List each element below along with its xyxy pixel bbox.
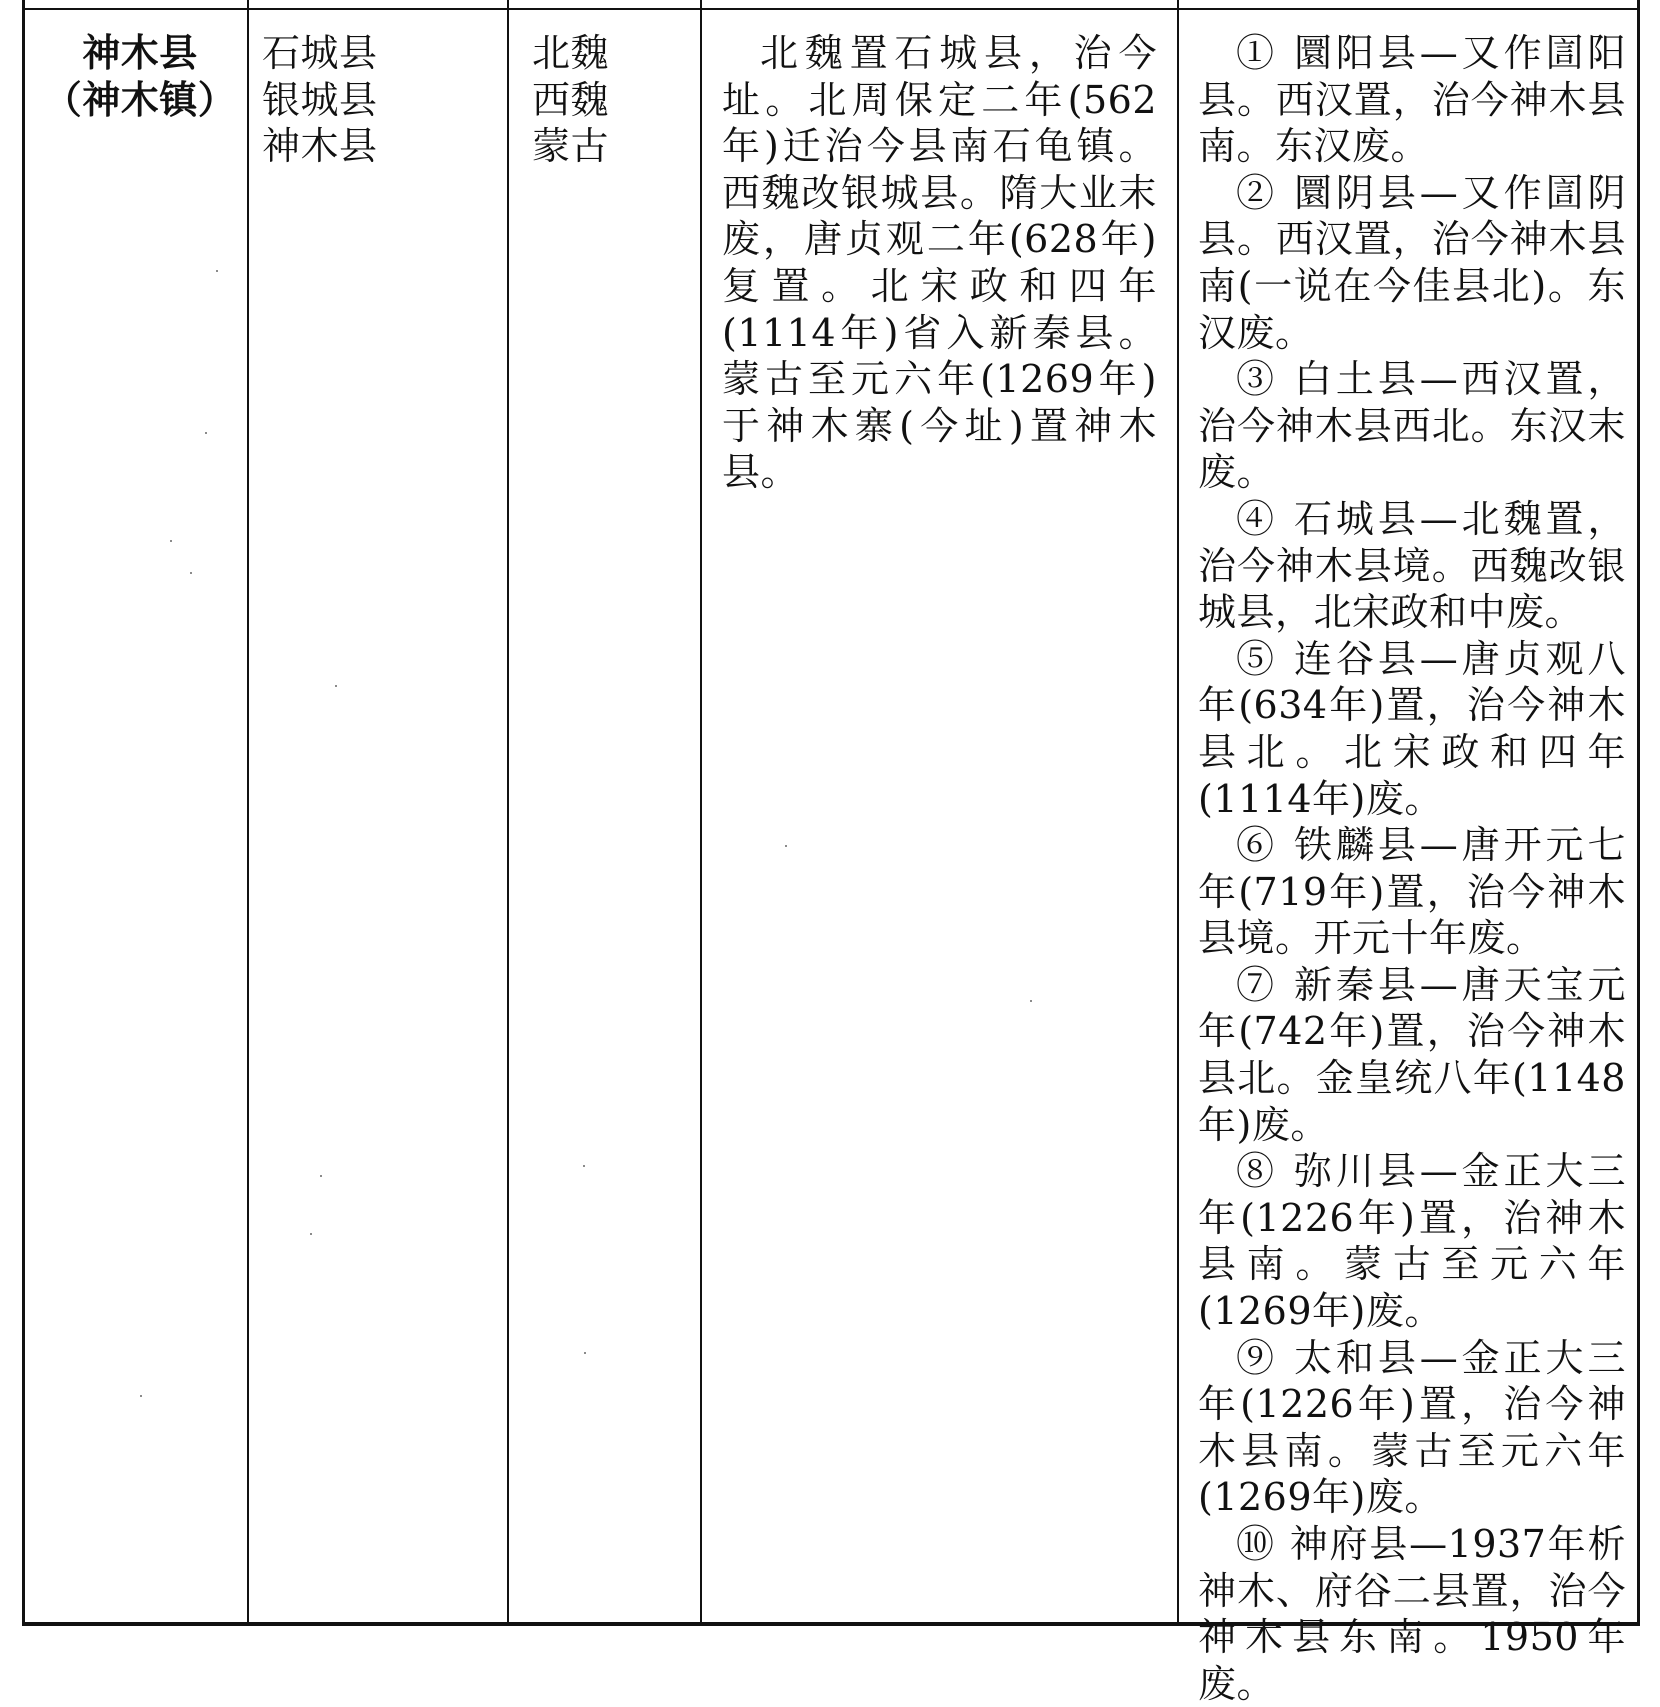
historical-names-cell [262, 30, 492, 170]
former-county-entry: ⑨ 太和县—金正大三年(1226年)置，治今神木县南。蒙古至元六年(1269年)废。 [1198, 1335, 1626, 1520]
former-county-entry: ③ 白土县—西汉置，治今神木县西北。东汉末废。 [1198, 357, 1626, 495]
county-name: 神木县 [82, 30, 198, 75]
column-stub [507, 0, 509, 8]
scan-speck [140, 1395, 142, 1397]
historical-name: 神木县 [262, 124, 378, 169]
former-county-entry: ⑤ 连谷县—唐贞观八年(634年)置，治今神木县北。北宋政和四年(1114年)废。 [1198, 636, 1626, 821]
scan-speck [190, 572, 192, 574]
column-divider [507, 8, 509, 1622]
former-county-entry: ⑥ 铁麟县—唐开元七年(719年)置，治今神木县境。开元十年废。 [1198, 823, 1626, 961]
scan-speck [584, 1352, 586, 1354]
column-stub [1177, 0, 1179, 8]
scan-speck [320, 1175, 322, 1177]
column-divider [1177, 8, 1179, 1622]
column-stub [700, 0, 702, 8]
scan-speck [170, 540, 172, 542]
county-seat: （神木镇） [43, 76, 237, 122]
former-county-entry: ④ 石城县—北魏置，治今神木县境。西魏改银城县，北宋政和中废。 [1198, 496, 1626, 635]
dynasty: 北魏 [532, 31, 610, 75]
historical-name: 银城县 [262, 77, 378, 122]
scan-speck [205, 432, 207, 434]
column-stub [247, 0, 249, 8]
former-county-entry: ⑧ 弥川县—金正大三年(1226年)置，治神木县南。蒙古至元六年(1269年)废。 [1198, 1149, 1626, 1334]
former-county-entry: ② 圜阴县—又作圁阴县。西汉置，治今神木县南(一说在今佳县北)。东汉废。 [1198, 170, 1626, 355]
scan-speck [310, 1233, 312, 1235]
county-cell [40, 30, 240, 123]
scan-speck [216, 270, 218, 272]
scan-speck [785, 845, 787, 847]
dynasty: 西魏 [532, 77, 610, 122]
scan-speck [583, 1165, 585, 1167]
scan-speck [1030, 1000, 1032, 1002]
former-county-entry: ① 圜阳县—又作圁阳县。西汉置，治今神木县南。东汉废。 [1198, 31, 1626, 169]
former-county-entry: ⑦ 新秦县—唐天宝元年(742年)置，治今神木县北。金皇统八年(1148年)废。 [1198, 962, 1626, 1147]
historical-name: 石城县 [262, 31, 378, 75]
former-county-entry: ⑩ 神府县—1937年析神木、府谷二县置，治今神木县东南。1950年废。 [1198, 1522, 1626, 1706]
column-divider [247, 8, 249, 1622]
former-counties-cell [1198, 30, 1626, 1707]
scan-speck [335, 685, 337, 687]
dynasties-cell [532, 30, 692, 170]
history-cell: 北魏置石城县，治今址。北周保定二年(562年)迁治今县南石龟镇。西魏改银城县。隋大业末废，唐贞观二年(628年)复置。北宋政和四年(1114年)省入新秦县。蒙古至元六年(1269年)于神木寨(今址)置神木县。 [722, 31, 1157, 495]
dynasty: 蒙古 [532, 124, 610, 169]
column-divider [700, 8, 702, 1622]
